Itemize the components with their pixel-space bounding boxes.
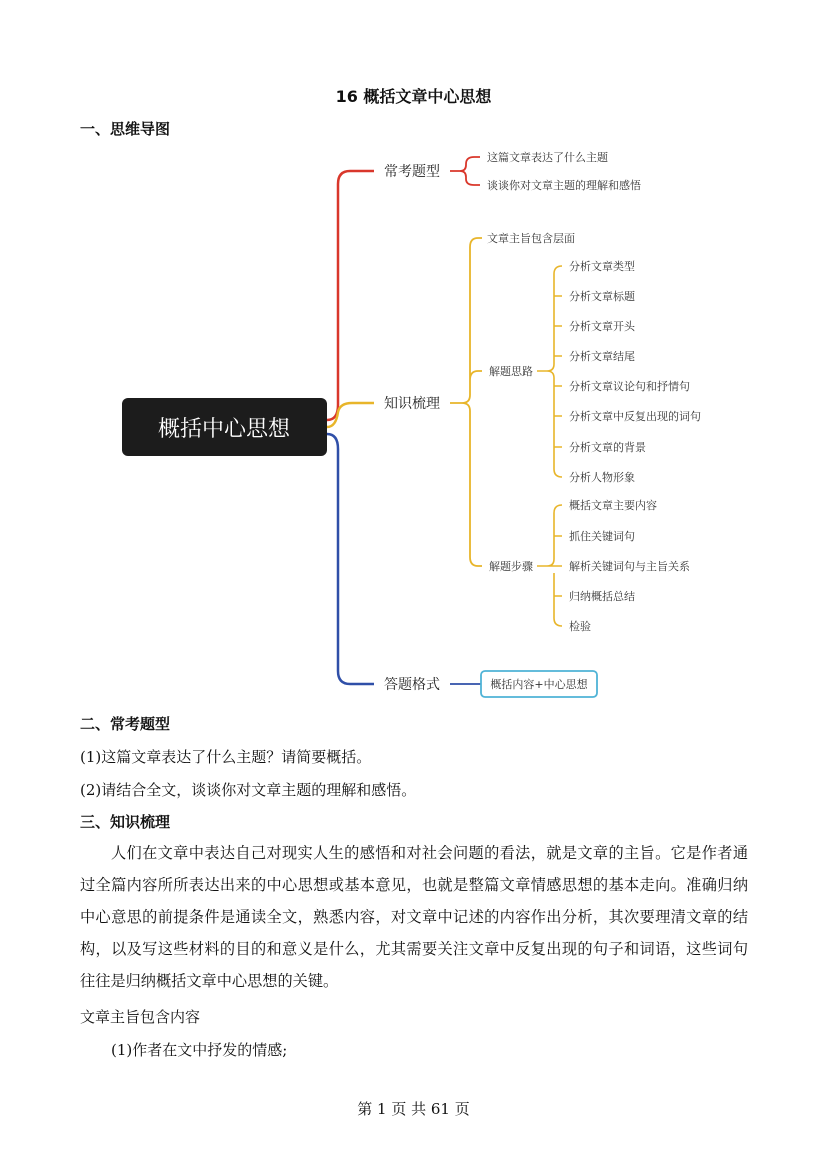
question-2: (2)请结合全文，谈谈你对文章主题的理解和感悟。 [80, 781, 417, 799]
steps-item-2: 抓住关键词句 [569, 530, 635, 543]
branch-label-answer-format: 答题格式 [384, 677, 440, 693]
steps-item-5: 检验 [569, 620, 591, 633]
approach-item-5: 分析文章议论句和抒情句 [569, 380, 690, 393]
knowledge-paragraph: 人们在文章中表达自己对现实人生的感悟和对社会问题的看法，就是文章的主旨。它是作者通过全篇内容所所表达出来的中心思想或基本意见，也就是整篇文章情感思想的基本走向。准确归纳中心意思的前提条件是通读全文，熟悉内容，对文章中记述的内容作出分析，其次要理清文章的结构，以及写这些材料的目的和意义是什么，尤其需要关注文章中反复出现的句子和词语，这些词句往往是归纳概括文章中心思想的关键。 [80, 844, 748, 990]
steps-item-1: 概括文章主要内容 [569, 499, 657, 512]
branch-line-yellow [327, 403, 374, 427]
answer-format-text: 概括内容+中心思想 [490, 678, 588, 691]
branch-label-knowledge: 知识梳理 [384, 396, 440, 412]
question-1: (1)这篇文章表达了什么主题？请简要概括。 [80, 748, 372, 766]
sub2-items [569, 498, 690, 633]
branch1-item-1: 这篇文章表达了什么主题 [487, 151, 608, 164]
sub1-bracket [537, 266, 562, 477]
approach-item-1: 分析文章类型 [569, 260, 635, 273]
section-heading-mindmap: 一、思维导图 [80, 120, 171, 138]
branch2-main-bracket [450, 238, 482, 566]
approach-item-2: 分析文章标题 [569, 290, 635, 303]
branch1-item-2: 谈谈你对文章主题的理解和感悟 [487, 179, 641, 192]
page-title: 16 概括文章中心思想 [335, 87, 492, 106]
approach-item-6: 分析文章中反复出现的词句 [569, 410, 701, 423]
section-heading-knowledge: 三、知识梳理 [80, 813, 171, 831]
branch-label-common-types: 常考题型 [384, 164, 440, 180]
sub2-bracket [537, 505, 562, 626]
sub-label-steps: 解题步骤 [489, 560, 533, 573]
section-heading-common-types: 二、常考题型 [80, 715, 171, 733]
branch2-item-layers: 文章主旨包含层面 [487, 232, 575, 245]
sub1-items [569, 259, 701, 484]
approach-item-3: 分析文章开头 [569, 320, 635, 333]
subheading-main-idea: 文章主旨包含内容 [80, 1008, 201, 1026]
sub-label-approach: 解题思路 [489, 365, 533, 378]
page-footer: 第 1 页 共 61 页 [357, 1100, 470, 1118]
main-idea-item-1: (1)作者在文中抒发的情感; [111, 1041, 288, 1059]
branch-line-blue [327, 434, 374, 684]
steps-item-4: 归纳概括总结 [569, 590, 635, 603]
branch-line-red [327, 171, 374, 420]
approach-item-4: 分析文章结尾 [569, 350, 635, 363]
approach-item-7: 分析文章的背景 [569, 441, 646, 454]
mindmap-root-label: 概括中心思想 [157, 417, 291, 442]
branch1-bracket [450, 157, 480, 185]
steps-item-3: 解析关键词句与主旨关系 [569, 560, 690, 573]
approach-item-8: 分析人物形象 [569, 471, 635, 484]
